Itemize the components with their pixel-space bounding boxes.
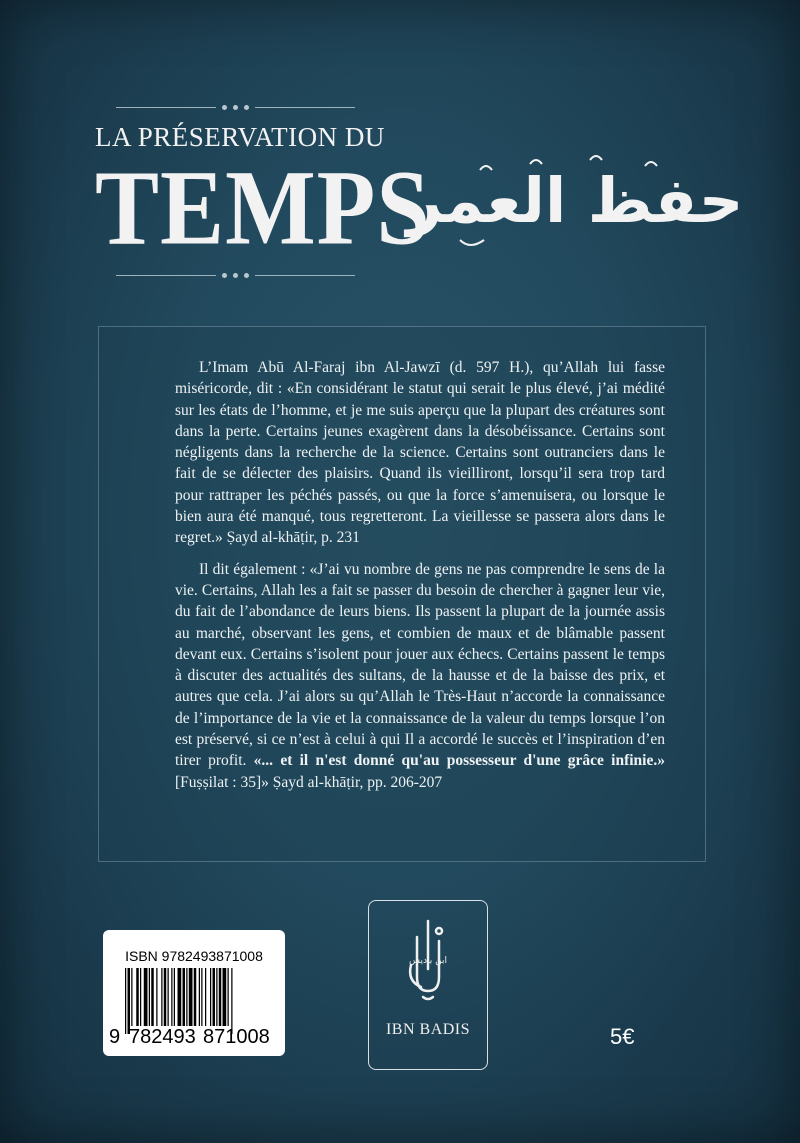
price: 5€ [610,1024,635,1049]
title-block [95,100,431,282]
arabic-title-calligraphy [406,140,744,260]
ornament-top [95,100,375,114]
publisher-logo-box [368,900,488,1070]
isbn-digit-group-1: 9 [109,1026,121,1048]
title-line-1: LA PRÉSERVATION DU [95,122,385,152]
excerpt-paragraph-2-text: Il dit également : «J’ai vu nombre de gens ne pas comprendre le sens de la vie. Certains, Allah les a fait se passer du besoin de chercher à gagner leur vie, du fait de l’abondance de leurs biens. Ils passent la plupart de la journée assis au marché, observant les gens, et combien de maux et de blâmable passent devant eux. Certains s’isolent pour jouer aux échecs. Certains passent le temps à discuter des actualités des sultans, de la hausse et de la baisse des prix, et autres que cela. J’ai alors su qu’Allah le Très-Haut n’accorde la connaissance de l’importance de la vie et la connaissance de la valeur du temps lorsque l’on est préservé, si ce n’est à celui à qui Il a accordé le succès et l’inspiration d’en tirer profit. [175,560,665,770]
quote-source: [Fuṣṣilat : 35]» Ṣayd al-khāṭir, pp. 206-207 [175,773,443,791]
excerpt-paragraph-2 [175,559,665,793]
isbn-digit-group-2: 782493 [129,1026,196,1048]
barcode-icon [125,968,271,1034]
arabic-title: حفظ العمر [406,164,744,237]
publisher-logo-icon [403,917,453,1003]
ornament-bottom [95,268,375,282]
isbn-label: ISBN 9782493871008 [125,948,263,964]
excerpt-paragraph-1: L’Imam Abū Al-Faraj ibn Al-Jawzī (d. 597 H.), qu’Allah lui fasse miséricorde, dit : «En considérant le statut qui serait le plus élevé, j’ai médité sur les états de l’homme, et je me suis aperçu que la plupart des créatures sont dans la perte. Certains jeunes exagèrent dans la désobéissance. Certains sont négligents dans la recherche de la science. Certains sont outranciers dans le fait de se délecter des plaisirs. Quand ils vieilliront, lorsqu’il sera trop tard pour rattraper les péchés passés, ou que la force s’amenuisera, ou lorsque le bien aura été manqué, tous regretteront. La vieillesse se passera alors dans le regret.» Ṣayd al-khāṭir, p. 231 [175,359,665,547]
publisher-logo-text: ابن باديس [409,956,447,966]
quran-quote: «... et il n'est donné qu'au possesseur d'une grâce infinie.» [253,752,665,770]
publisher-name: IBN BADIS [385,1021,471,1038]
title-line-2: TEMPS [95,147,431,268]
isbn-digit-group-3: 871008 [203,1026,270,1048]
isbn-barcode-box [103,930,285,1056]
back-cover-excerpt [175,357,665,793]
